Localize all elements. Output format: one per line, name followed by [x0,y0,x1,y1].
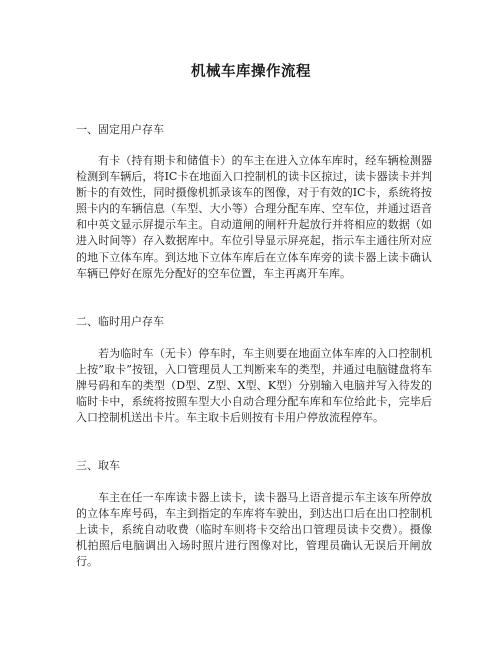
document-title: 机械车库操作流程 [191,64,311,80]
section-body-fixed-user-parking: 有卡（持有期卡和储值卡）的车主在进入立体车库时，经车辆检测器检测到车辆后，将IC卡在地面入口控制机的读卡区掠过，读卡器读卡并判断卡的有效性，同时摄像机抓录该车的图像，对于有效的IC卡，系统将按照卡内的车辆信息（车型、大小等）合理分配车库、空车位，并通过语音和中英文显示屏提示车主。自动道闸的闸杆升起放行并将相应的数据（如进入时间等）存入数据库中。车位引导显示屏亮起，指示车主通往所对应的地下立体车库。到达地下立体车库后在立体车库旁的读卡器上读卡确认车辆已停好在原先分配好的空车位置，车主再离开车库。 [76,154,432,280]
section-heading-pick-up-car: 三、取车 [76,459,120,472]
section-heading-temporary-user-parking: 二、临时用户存车 [76,315,164,328]
section-body-pick-up-car: 车主在任一车库读卡器上读卡，读卡器马上语音提示车主该车所停放的立体车库号码，车主到指定的车库将车驶出，到达出口后在出口控制机上读卡，系统自动收费（临时车则将卡交给出口管理员读卡交费）。摄像机拍照后电脑调出入场时照片进行图像对比，管理员确认无误后开闸放行。 [76,491,432,569]
section-body-temporary-user-parking: 若为临时车（无卡）停车时，车主则要在地面立体车库的入口控制机上按”取卡”按钮，入口管理员人工判断来车的类型，并通过电脑键盘将车牌号码和车的类型（D型、Z型、X型、K型）分别输入电脑并写入待发的临时卡中，系统将按照车型大小自动合理分配车库和车位给此卡，完毕后入口控制机送出卡片。车主取卡后则按有卡用户停放流程停车。 [76,347,432,425]
section-heading-fixed-user-parking: 一、固定用户存车 [76,123,164,136]
